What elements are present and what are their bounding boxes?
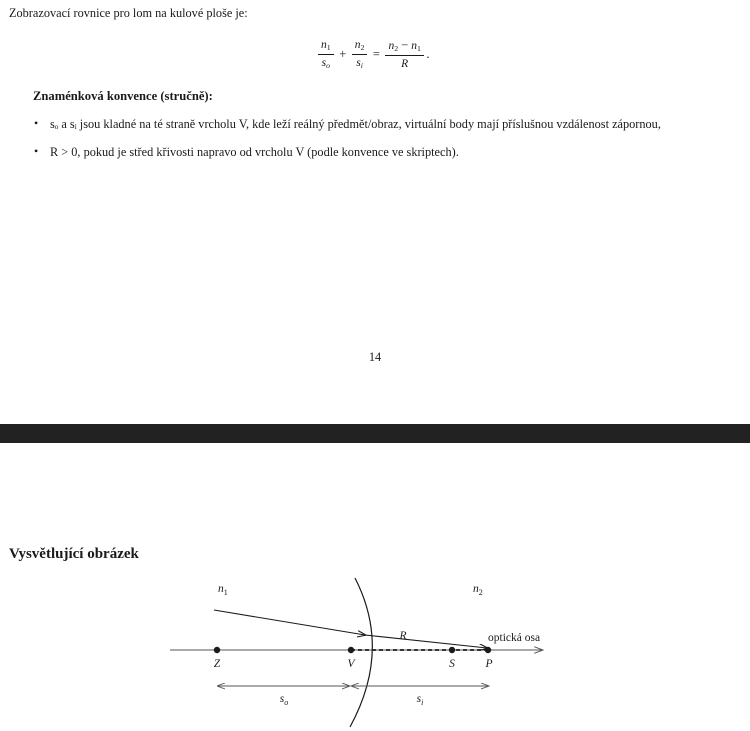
- label-n1: $n_1$: [218, 583, 228, 597]
- point-Z: [214, 647, 220, 653]
- label-S: S: [449, 658, 455, 670]
- equation-rhs: $\frac{n_2 - n_1}{R}$: [385, 38, 423, 71]
- label-n2: $n_2$: [473, 583, 483, 597]
- incident-ray: [214, 610, 365, 635]
- optical-diagram: [0, 565, 750, 731]
- equation-term-2: $\frac{n_2}{s_i}$: [352, 39, 368, 70]
- label-V: V: [347, 658, 355, 670]
- list-item: • R > 0, pokud je střed křivosti napravo od vrcholu V (podle konvence ve skriptech).: [33, 144, 739, 161]
- intro-paragraph: Zobrazovací rovnice pro lom na kulové ploše je:: [9, 6, 248, 20]
- label-optical-axis: optická osa: [488, 632, 541, 644]
- point-S: [449, 647, 455, 653]
- page-separator-bar: [0, 424, 750, 443]
- label-Z: Z: [213, 658, 221, 670]
- imaging-equation: [0, 35, 750, 71]
- sign-convention-heading: Znaménková konvence (stručně):: [33, 89, 213, 103]
- label-so: $s_o$: [279, 693, 289, 707]
- refracted-ray: [365, 635, 487, 648]
- equation-equals: =: [372, 47, 380, 62]
- spherical-surface-arc: [350, 578, 372, 727]
- figure-heading: Vysvětlující obrázek: [9, 546, 139, 562]
- page-number: 14: [368, 350, 382, 364]
- equation-term-1: $\frac{n_1}{s_o}$: [318, 39, 334, 70]
- list-item: • sₒ a sᵢ jsou kladné na té straně vrcholu V, kde leží reálný předmět/obraz, virtuální body mají příslušnou vzdálenost zápornou,: [33, 116, 739, 133]
- label-si: $s_i$: [416, 693, 424, 707]
- label-R: R: [399, 630, 407, 642]
- sign-convention-list: [33, 116, 739, 171]
- point-P: [485, 647, 491, 653]
- equation-period: .: [426, 47, 430, 62]
- point-V: [348, 647, 354, 653]
- label-P: P: [485, 658, 493, 670]
- equation-plus: +: [339, 47, 347, 62]
